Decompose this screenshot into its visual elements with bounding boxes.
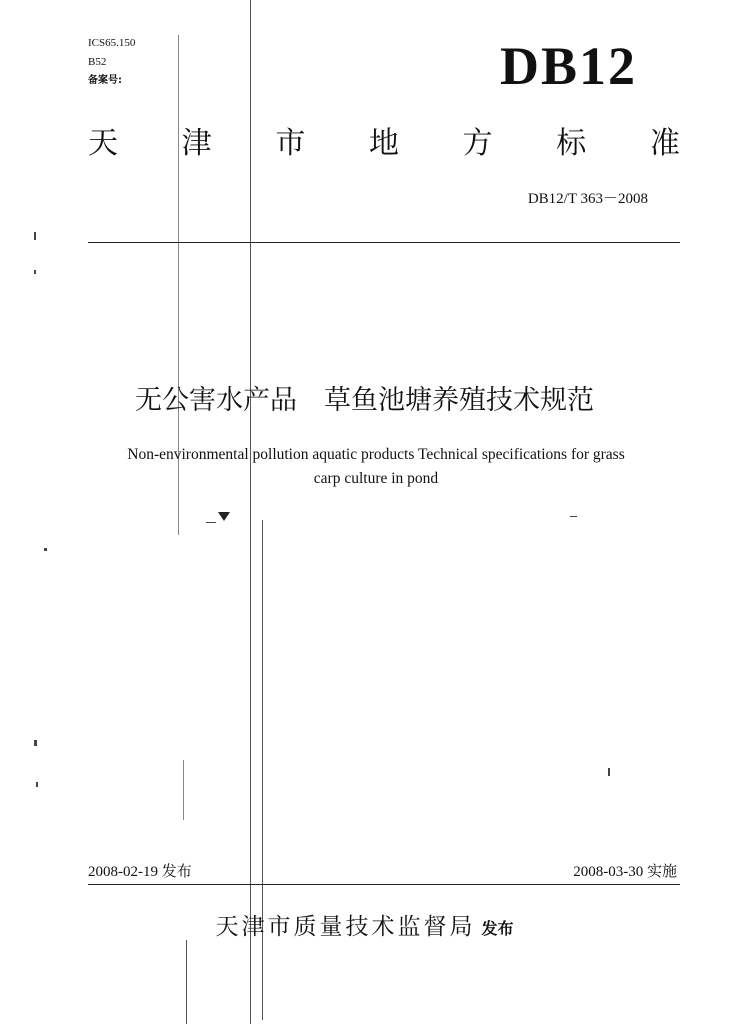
scan-speck	[44, 548, 47, 551]
document-title-chinese: 无公害水产品 草鱼池塘养殖技术规范	[135, 385, 594, 416]
scan-artifact-triangle	[218, 512, 230, 521]
footer-divider	[88, 884, 680, 885]
title-english-line: Non-environmental pollution aquatic products Technical specifications for grass	[127, 446, 625, 463]
scan-artifact-line	[262, 520, 263, 1020]
implementation-date: 2008-03-30 实施	[573, 864, 677, 880]
scan-artifact-line	[186, 940, 187, 1024]
scan-speck	[34, 232, 36, 240]
scan-speck	[570, 516, 577, 517]
issue-date: 2008-02-19 发布	[88, 864, 192, 880]
scan-speck	[34, 270, 36, 274]
ccs-code: B52	[88, 56, 107, 68]
publisher-name: 天津市质量技术监督局	[215, 914, 476, 940]
ics-code: ICS65.150	[88, 37, 136, 49]
standard-code-logo: DB12	[499, 36, 637, 96]
scan-artifact-line	[183, 760, 184, 820]
category-char: 地	[368, 126, 399, 161]
document-title-english	[80, 443, 672, 491]
scan-speck	[206, 522, 216, 523]
category-char: 天	[88, 126, 118, 161]
header-divider	[88, 242, 680, 243]
scan-speck	[36, 782, 38, 787]
publisher	[0, 908, 729, 941]
standard-number: DB12/T 363－2008	[527, 191, 648, 207]
category-char: 标	[556, 126, 587, 161]
category-char: 津	[181, 126, 212, 161]
category-char: 方	[462, 126, 493, 161]
category-char: 市	[275, 126, 306, 161]
publisher-suffix: 发布	[481, 919, 514, 938]
title-english-line: carp culture in pond	[313, 470, 439, 487]
record-number-label: 备案号:	[88, 75, 122, 86]
category-char: 准	[649, 126, 680, 161]
standard-category-title	[88, 122, 680, 166]
scan-speck	[608, 768, 610, 776]
scan-speck	[34, 740, 37, 746]
